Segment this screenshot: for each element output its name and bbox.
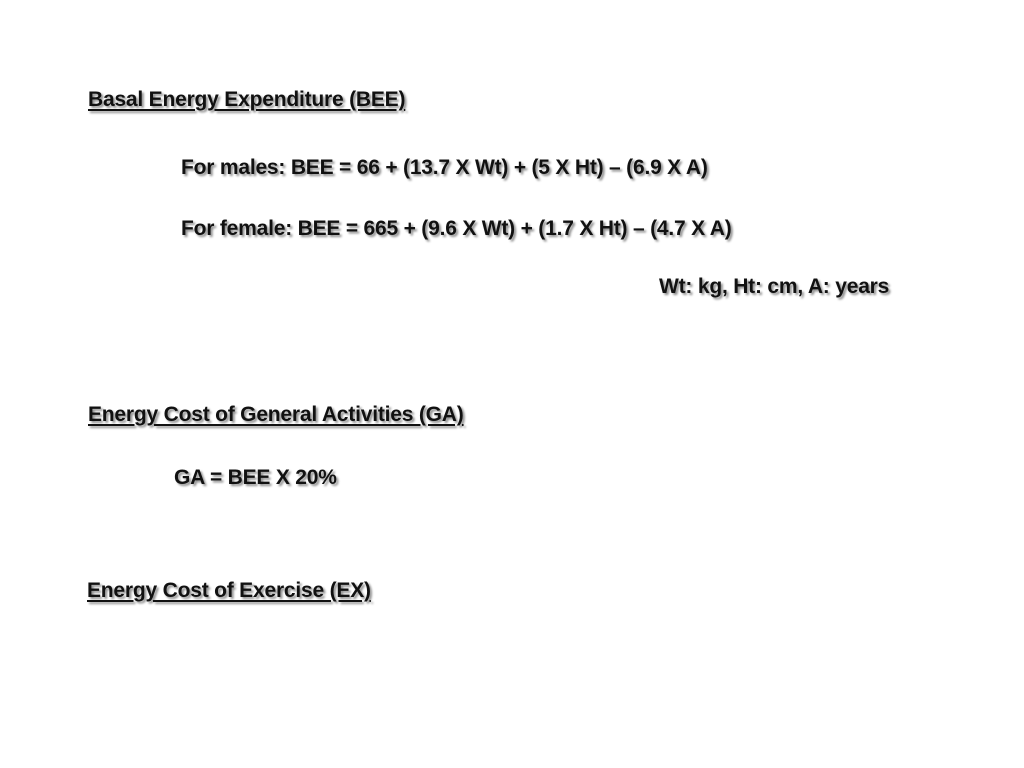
males-bee-formula: For males: BEE = 66 + (13.7 X Wt) + (5 X Ht) – (6.9 X A)	[181, 156, 708, 179]
ga-heading: Energy Cost of General Activities (GA)	[88, 403, 464, 426]
ex-heading: Energy Cost of Exercise (EX)	[87, 579, 371, 602]
ga-formula: GA = BEE X 20%	[174, 466, 337, 489]
units-note: Wt: kg, Ht: cm, A: years	[659, 275, 890, 298]
bee-heading: Basal Energy Expenditure (BEE)	[88, 88, 406, 111]
female-bee-formula: For female: BEE = 665 + (9.6 X Wt) + (1.7 X Ht) – (4.7 X A)	[181, 217, 732, 240]
